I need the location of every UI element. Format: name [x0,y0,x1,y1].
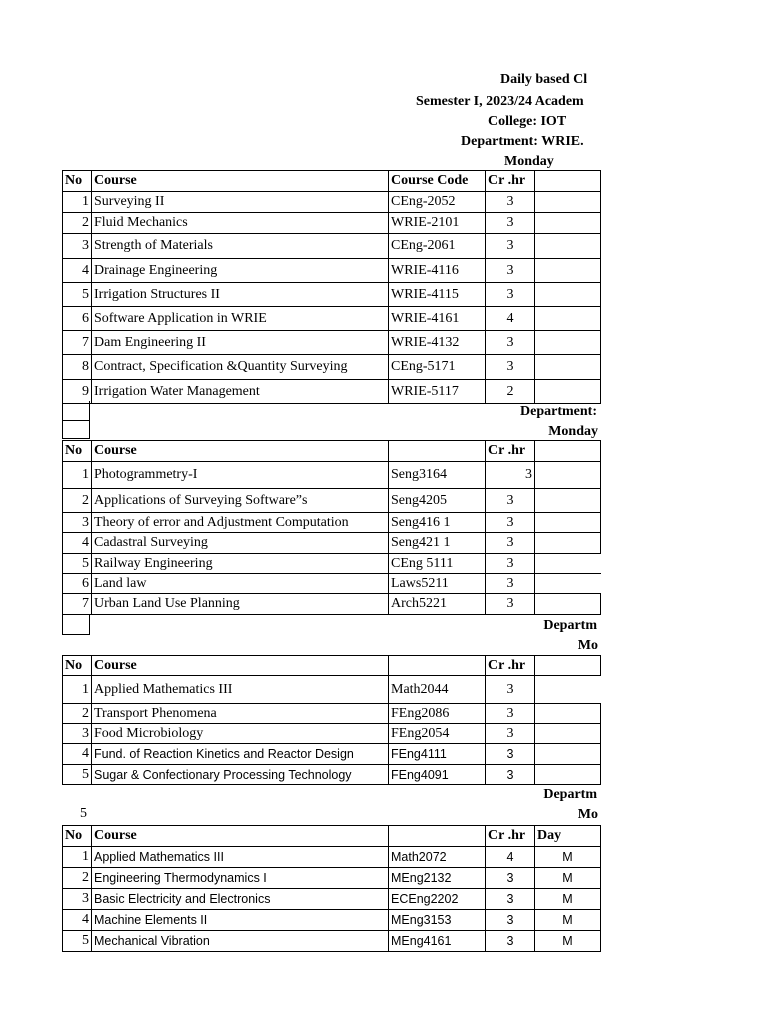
row-code: FEng2086 [389,704,486,724]
table-row [63,744,601,765]
col-cr-header: Cr .hr [486,656,535,676]
row-extra [535,513,601,533]
row-code: MEng2132 [389,868,486,889]
row-extra [535,724,601,744]
row-course: Land law [92,574,389,594]
row-no: 5 [63,283,92,307]
spacer-divider [62,420,90,421]
row-course: Dam Engineering II [92,331,389,355]
row-no: 4 [63,259,92,283]
row-extra [535,765,601,785]
row-course: Transport Phenomena [92,704,389,724]
row-code: WRIE-4161 [389,307,486,331]
row-cr: 3 [486,744,535,765]
row-no: 1 [63,676,92,704]
col-code-header [389,656,486,676]
row-cr: 3 [486,462,535,489]
row-cr: 4 [486,847,535,868]
row-code: MEng4161 [389,931,486,952]
table-row [63,574,601,594]
table-header-row [63,441,601,462]
row-code: CEng 5111 [389,554,486,574]
row-no: 4 [63,744,92,765]
schedule-table-wrie [62,170,601,404]
col-no-header: No [63,441,92,462]
table-row [63,283,601,307]
row-extra [535,594,601,615]
table-row [63,513,601,533]
col-code-header [389,441,486,462]
stray-row-number: 5 [80,806,87,821]
table-row [63,847,601,868]
col-no-header: No [63,656,92,676]
department-label: Departm [543,787,597,802]
row-no: 7 [63,331,92,355]
col-code-header: Course Code [389,171,486,192]
table-row [63,234,601,259]
table-row [63,307,601,331]
table-row [63,704,601,724]
row-course: Applied Mathematics III [92,676,389,704]
table-header-row [63,171,601,192]
table-row [63,462,601,489]
row-course: Engineering Thermodynamics I [92,868,389,889]
table-row [63,355,601,380]
table-row [63,192,601,213]
row-no: 4 [63,910,92,931]
col-no-header: No [63,826,92,847]
row-code: ECEng2202 [389,889,486,910]
row-course: Food Microbiology [92,724,389,744]
row-code: WRIE-4132 [389,331,486,355]
table-header-row [63,826,601,847]
row-extra [535,380,601,404]
row-course: Photogrammetry-I [92,462,389,489]
col-extra-header [535,171,601,192]
row-day: M [535,889,601,910]
col-day-header: Day [535,826,601,847]
row-code: FEng4111 [389,744,486,765]
table-row [63,331,601,355]
col-no-header: No [63,171,92,192]
row-cr: 3 [486,889,535,910]
row-code: CEng-5171 [389,355,486,380]
row-no: 2 [63,868,92,889]
row-course: Irrigation Structures II [92,283,389,307]
row-extra [535,307,601,331]
row-no: 7 [63,594,92,615]
row-code: Seng4205 [389,489,486,513]
row-course: Machine Elements II [92,910,389,931]
table-row [63,889,601,910]
col-extra-header [535,441,601,462]
row-cr: 3 [486,192,535,213]
row-cr: 3 [486,594,535,615]
row-no: 9 [63,380,92,404]
row-code: CEng-2061 [389,234,486,259]
row-course: Irrigation Water Management [92,380,389,404]
row-code: Seng3164 [389,462,486,489]
row-course: Applications of Surveying Software”s [92,489,389,513]
table-row [63,489,601,513]
row-no: 2 [63,489,92,513]
row-day: M [535,847,601,868]
row-no: 1 [63,847,92,868]
row-extra [535,213,601,234]
table-row [63,533,601,554]
row-course: Contract, Specification &Quantity Surveying [92,355,389,380]
row-code: Seng416 1 [389,513,486,533]
row-code: WRIE-2101 [389,213,486,234]
row-code: WRIE-4116 [389,259,486,283]
row-extra [535,676,601,704]
row-code: FEng2054 [389,724,486,744]
table-row [63,676,601,704]
row-extra [535,489,601,513]
row-cr: 3 [486,259,535,283]
row-extra [535,574,601,594]
row-cr: 3 [486,574,535,594]
row-code: Seng421 1 [389,533,486,554]
schedule-table-food-eng [62,655,601,785]
row-cr: 3 [486,234,535,259]
row-no: 5 [63,931,92,952]
row-cr: 3 [486,283,535,307]
table-row [63,868,601,889]
row-extra [535,355,601,380]
table-row [63,213,601,234]
row-code: WRIE-5117 [389,380,486,404]
row-no: 3 [63,889,92,910]
row-cr: 3 [486,554,535,574]
row-no: 6 [63,307,92,331]
col-course-header: Course [92,826,389,847]
row-course: Software Application in WRIE [92,307,389,331]
table-header-row [63,656,601,676]
schedule-table-surveying [62,440,601,615]
row-no: 5 [63,554,92,574]
doc-title: Daily based Cl [500,72,588,87]
row-code: CEng-2052 [389,192,486,213]
row-no: 3 [63,724,92,744]
row-course: Drainage Engineering [92,259,389,283]
row-course: Urban Land Use Planning [92,594,389,615]
row-cr: 3 [486,910,535,931]
row-no: 8 [63,355,92,380]
day-label: Mo [577,638,598,653]
row-course: Railway Engineering [92,554,389,574]
table-row [63,765,601,785]
row-course: Surveying II [92,192,389,213]
schedule-table-mech-eng [62,825,601,952]
row-extra [535,259,601,283]
table-row [63,594,601,615]
col-course-header: Course [92,441,389,462]
col-cr-header: Cr .hr [486,441,535,462]
row-cr: 3 [486,489,535,513]
col-code-header [389,826,486,847]
row-course: Cadastral Surveying [92,533,389,554]
row-extra [535,744,601,765]
row-day: M [535,910,601,931]
row-extra [535,192,601,213]
row-course: Strength of Materials [92,234,389,259]
row-no: 3 [63,513,92,533]
row-code: Laws5211 [389,574,486,594]
row-day: M [535,868,601,889]
semester-label: Semester I, 2023/24 Academ [416,94,584,109]
table-row [63,910,601,931]
row-code: WRIE-4115 [389,283,486,307]
row-cr: 2 [486,380,535,404]
row-course: Sugar & Confectionary Processing Technology [92,765,389,785]
row-code: FEng4091 [389,765,486,785]
department-label: Departm [543,618,597,633]
row-course: Basic Electricity and Electronics [92,889,389,910]
table-row [63,931,601,952]
row-extra [535,331,601,355]
row-extra [535,234,601,259]
row-cr: 3 [486,213,535,234]
row-cr: 3 [486,765,535,785]
row-no: 1 [63,192,92,213]
row-no: 6 [63,574,92,594]
col-extra-header [535,656,601,676]
row-cr: 3 [486,704,535,724]
row-code: Math2072 [389,847,486,868]
department-label: Department: [520,404,597,419]
col-cr-header: Cr .hr [486,826,535,847]
row-day: M [535,931,601,952]
table-row [63,259,601,283]
day-label: Mo [577,807,598,822]
row-extra [535,533,601,554]
row-no: 5 [63,765,92,785]
table-row [63,554,601,574]
row-cr: 3 [486,676,535,704]
row-no: 3 [63,234,92,259]
day-label: Monday [548,424,598,439]
row-cr: 3 [486,331,535,355]
row-no: 4 [63,533,92,554]
row-course: Mechanical Vibration [92,931,389,952]
row-extra [535,462,601,489]
row-no: 2 [63,704,92,724]
row-course: Fluid Mechanics [92,213,389,234]
row-extra [535,554,601,574]
row-cr: 3 [486,533,535,554]
row-course: Fund. of Reaction Kinetics and Reactor Design [92,744,389,765]
row-code: MEng3153 [389,910,486,931]
col-course-header: Course [92,656,389,676]
row-no: 2 [63,213,92,234]
department-label: Department: WRIE. [461,134,584,149]
row-cr: 3 [486,355,535,380]
col-cr-header: Cr .hr [486,171,535,192]
row-no: 1 [63,462,92,489]
col-course-header: Course [92,171,389,192]
row-cr: 4 [486,307,535,331]
row-code: Arch5221 [389,594,486,615]
spacer-cell [62,614,90,635]
row-cr: 3 [486,868,535,889]
row-course: Applied Mathematics III [92,847,389,868]
row-course: Theory of error and Adjustment Computation [92,513,389,533]
college-label: College: IOT [488,114,567,129]
table-row [63,724,601,744]
table-row [63,380,601,404]
row-cr: 3 [486,724,535,744]
row-cr: 3 [486,931,535,952]
row-extra [535,704,601,724]
row-code: Math2044 [389,676,486,704]
row-extra [535,283,601,307]
row-cr: 3 [486,513,535,533]
day-label: Monday [504,154,554,169]
